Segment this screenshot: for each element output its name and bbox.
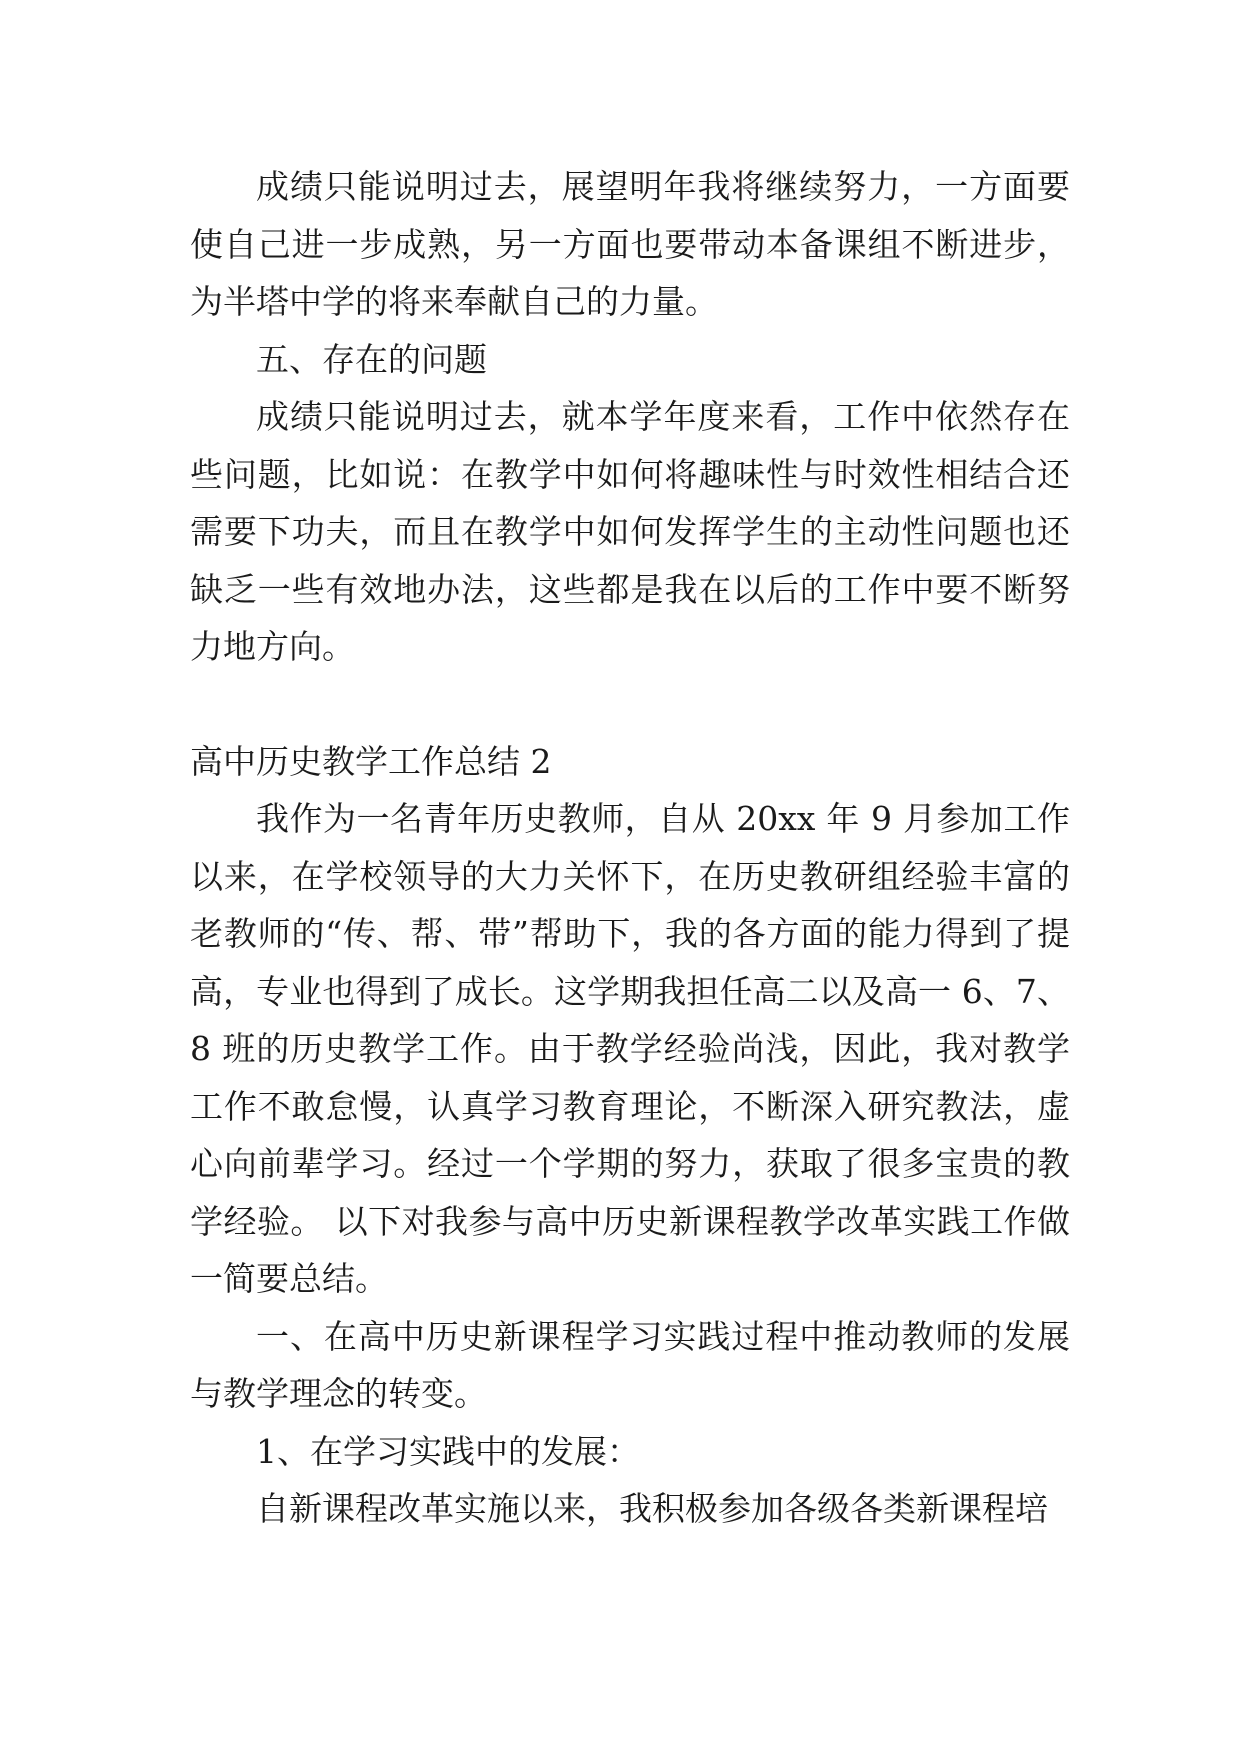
paragraph-problems: 成绩只能说明过去，就本学年度来看，工作中依然存在些问题，比如说：在教学中如何将趣味性与时效性相结合还需要下功夫，而且在教学中如何发挥学生的主动性问题也还缺乏一些有效地办法，这些都是我在以后的工作中要不断努力地方向。 (190, 397, 1070, 666)
subheading-practice-development: 1、在学习实践中的发展： (256, 1431, 640, 1471)
paragraph-future-outlook: 成绩只能说明过去，展望明年我将继续努力，一方面要使自己进一步成熟，另一方面也要带动本备课组不断进步，为半塔中学的将来奉献自己的力量。 (190, 167, 1070, 321)
paragraph-curriculum-reform: 自新课程改革实施以来，我积极参加各级各类新课程培 (256, 1489, 1048, 1528)
heading-teacher-development: 一、在高中历史新课程学习实践过程中推动教师的发展与教学理念的转变。 (190, 1316, 1070, 1413)
heading-existing-problems: 五、存在的问题 (256, 339, 487, 379)
section-spacer (190, 676, 1070, 733)
section-title: 高中历史教学工作总结 2 (190, 741, 552, 781)
paragraph-introduction: 我作为一名青年历史教师，自从 20xx 年 9 月参加工作以来，在学校领导的大力关怀下，在历史教研组经验丰富的老教师的“传、帮、带”帮助下，我的各方面的能力得到了提高，专业也得到了成长。这学期我担任高二以及高一 6、7、8 班的历史教学工作。由于教学经验尚浅，因此，我对教学工作不敢怠慢，认真学习教育理论，不断深入研究教法，虚心向前辈学习。经过一个学期的努力，获取了很多宝贵的教学经验。 以下对我参与高中历史新课程教学改革实践工作做一简要总结。 (190, 799, 1070, 1298)
document-page (190, 158, 1070, 1538)
